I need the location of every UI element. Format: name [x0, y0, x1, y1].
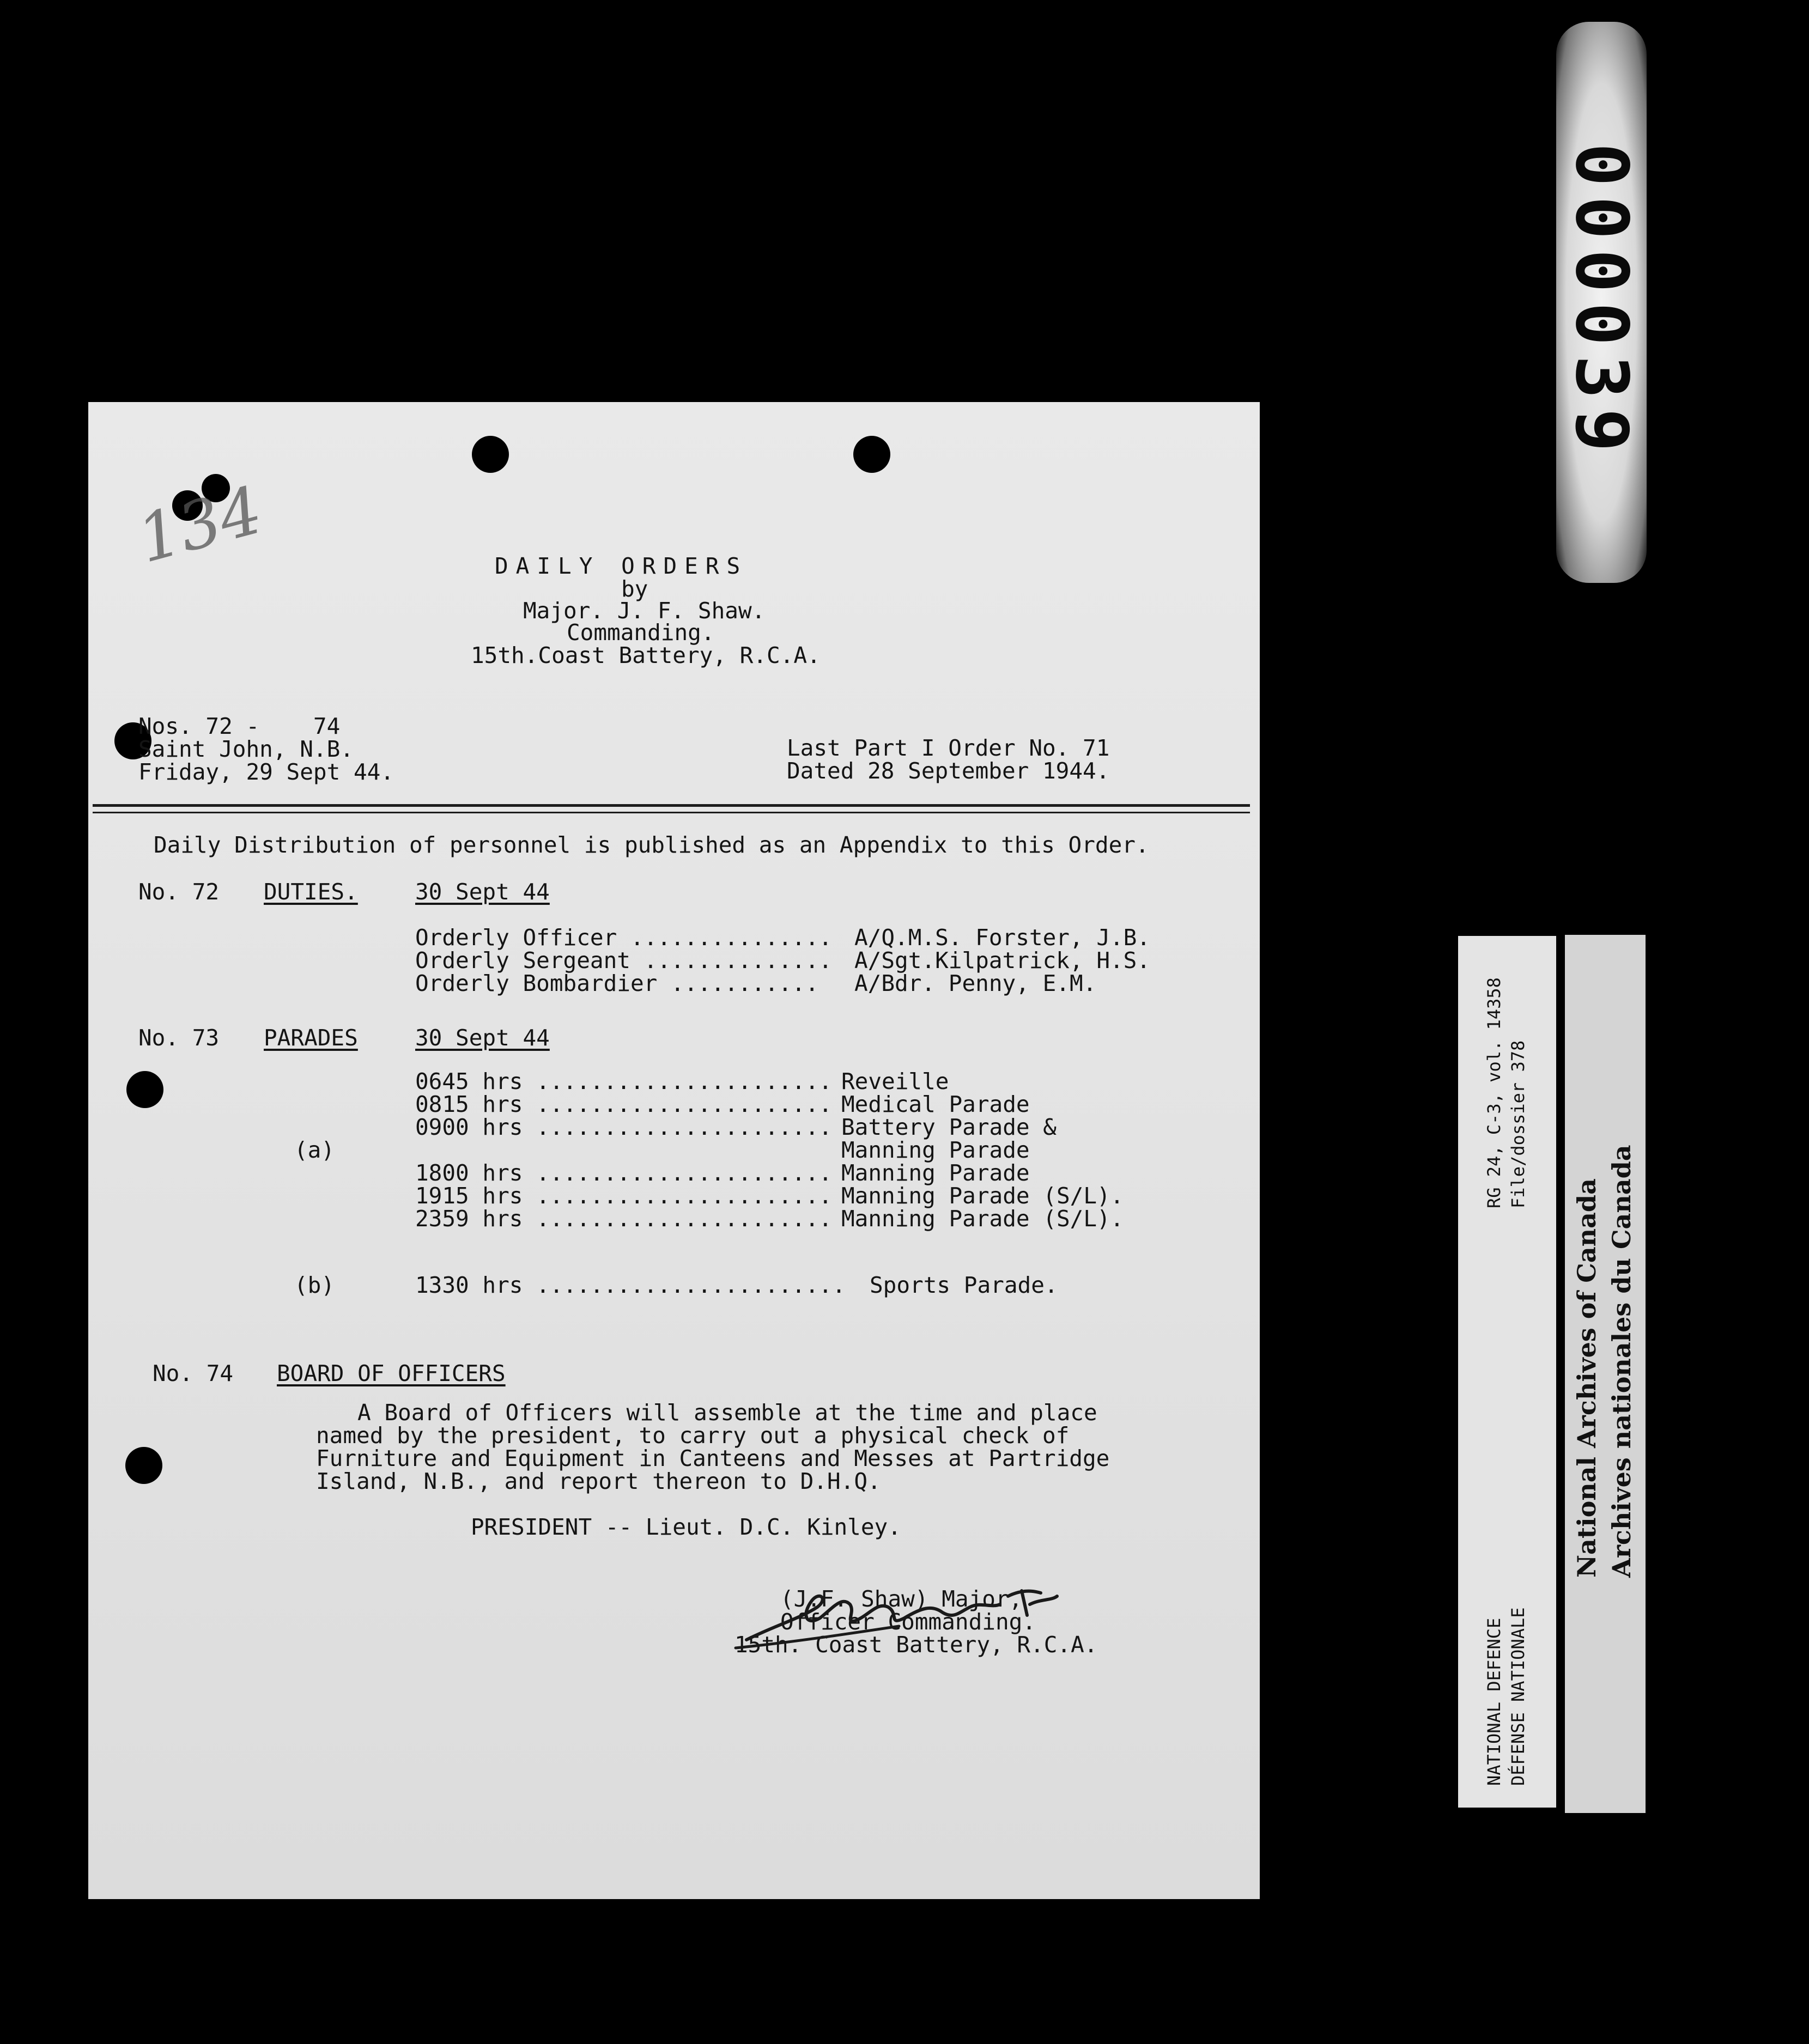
- section-73-title: PARADES: [264, 1025, 358, 1051]
- parade-row-3-event: Battery Parade &: [841, 1114, 1057, 1140]
- archive-name-label: [1565, 935, 1646, 1813]
- handwritten-signature: [725, 1574, 1073, 1656]
- parade-row-4-event: Manning Parade: [841, 1137, 1030, 1163]
- section-74-body-line4: Island, N.B., and report thereon to D.H.Q.: [316, 1468, 881, 1494]
- punch-hole: [125, 1447, 162, 1484]
- punch-hole: [853, 436, 890, 473]
- divider-rule: [93, 804, 1250, 807]
- duty-row-2-name: A/Sgt.Kilpatrick, H.S.: [854, 947, 1151, 974]
- frame-counter-digits: 000039: [1559, 143, 1643, 462]
- archives-fr: Archives nationales du Canada: [1607, 1145, 1636, 1578]
- section-74-number: No. 74: [153, 1360, 234, 1386]
- signature-line1: (J.F. Shaw) Major,: [780, 1586, 1023, 1612]
- header-role: Commanding.: [567, 619, 715, 646]
- parade-row-5-event: Manning Parade: [841, 1160, 1030, 1186]
- section-72-date: 30 Sept 44: [415, 879, 550, 905]
- section-73-number: No. 73: [138, 1025, 220, 1051]
- parade-row-2-event: Medical Parade: [841, 1091, 1030, 1117]
- parade-row-5-time: 1800 hrs ......................: [415, 1160, 833, 1186]
- order-place: Saint John, N.B.: [138, 736, 354, 762]
- document-title: DAILY ORDERS: [495, 553, 748, 579]
- reference-line1: RG 24, C-3, vol. 14358: [1484, 977, 1504, 1208]
- section-74-body-line3: Furniture and Equipment in Canteens and Messes at Partridge: [316, 1445, 1110, 1471]
- section-72-number: No. 72: [138, 879, 220, 905]
- duty-row-1-name: A/Q.M.S. Forster, J.B.: [854, 924, 1151, 951]
- parade-row-7-time: 2359 hrs ......................: [415, 1206, 833, 1232]
- header-unit: 15th.Coast Battery, R.C.A.: [471, 642, 821, 668]
- duty-row-3-name: A/Bdr. Penny, E.M.: [854, 970, 1097, 996]
- archives-en: National Archives of Canada: [1572, 1178, 1601, 1578]
- last-order-dated: Dated 28 September 1944.: [787, 758, 1110, 784]
- section-74-body-line2: named by the president, to carry out a physical check of: [316, 1422, 1070, 1449]
- parade-row-6-time: 1915 hrs ......................: [415, 1183, 833, 1209]
- punch-hole: [126, 1071, 163, 1108]
- document-page: [88, 402, 1260, 1899]
- section-73-date: 30 Sept 44: [415, 1025, 550, 1051]
- reference-line2: File/dossier 378: [1508, 1040, 1528, 1208]
- sports-time: 1330 hrs .......................: [415, 1272, 846, 1298]
- parade-row-6-event: Manning Parade (S/L).: [841, 1183, 1124, 1209]
- section-72-title: DUTIES.: [264, 879, 358, 905]
- frame-counter: [1556, 22, 1647, 583]
- archive-reference-label: [1458, 936, 1556, 1808]
- parade-row-3-time: 0900 hrs ......................: [415, 1114, 833, 1140]
- header-commander: Major. J. F. Shaw.: [523, 598, 766, 624]
- president-line: PRESIDENT -- Lieut. D.C. Kinley.: [471, 1514, 901, 1540]
- signature-line2: Officer Commanding.: [780, 1609, 1036, 1635]
- header-by: by: [621, 576, 648, 602]
- intro-text: Daily Distribution of personnel is published as an Appendix to this Order.: [154, 832, 1149, 858]
- punch-hole: [472, 436, 509, 473]
- duty-row-1-duty: Orderly Officer ...............: [415, 924, 833, 951]
- parade-row-2-time: 0815 hrs ......................: [415, 1091, 833, 1117]
- signature-line3: 15th. Coast Battery, R.C.A.: [734, 1632, 1098, 1658]
- divider-rule: [93, 812, 1250, 813]
- parade-label-b: (b): [294, 1272, 335, 1298]
- dept-fr: DÉFENSE NATIONALE: [1508, 1607, 1528, 1786]
- order-numbers: Nos. 72 - 74: [138, 713, 341, 739]
- duty-row-3-duty: Orderly Bombardier ...........: [415, 970, 819, 996]
- parade-label-a: (a): [294, 1137, 335, 1163]
- pencil-margin-mark: 134: [130, 472, 270, 578]
- section-74-title: BOARD OF OFFICERS: [277, 1360, 506, 1386]
- parade-row-1-event: Reveille: [841, 1068, 949, 1094]
- duty-row-2-duty: Orderly Sergeant ..............: [415, 947, 833, 974]
- parade-row-7-event: Manning Parade (S/L).: [841, 1206, 1124, 1232]
- order-date: Friday, 29 Sept 44.: [138, 759, 394, 785]
- sports-event: Sports Parade.: [870, 1272, 1058, 1298]
- parade-row-1-time: 0645 hrs ......................: [415, 1068, 833, 1094]
- dept-en: NATIONAL DEFENCE: [1484, 1617, 1504, 1786]
- section-74-body-line1: A Board of Officers will assemble at the time and place: [357, 1400, 1097, 1426]
- last-order: Last Part I Order No. 71: [787, 735, 1110, 761]
